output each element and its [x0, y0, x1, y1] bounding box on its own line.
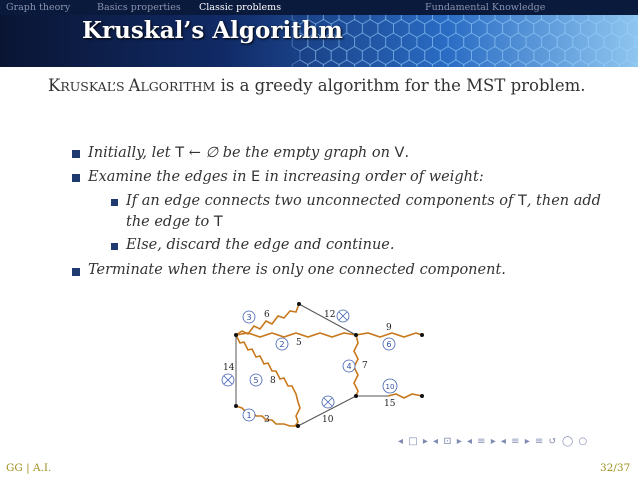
order-label: 10	[385, 383, 395, 391]
hexagon-tile	[627, 47, 638, 65]
order-label: 3	[246, 313, 252, 322]
hexagon-tile	[526, 15, 542, 24]
hexagon-tile	[542, 15, 558, 24]
hexagon-tile	[557, 60, 573, 67]
order-label: 2	[279, 340, 285, 349]
bullet-marker	[72, 150, 80, 158]
bullet-marker	[72, 268, 80, 276]
weight-label: 6	[264, 310, 270, 320]
hexagon-tile	[464, 15, 480, 24]
beamer-navigation-symbols[interactable]: ◂ □ ▸ ◂ ⊡ ▸ ◂ ≡ ▸ ◂ ≡ ▸ ≡ ↺ ◯ ○	[398, 436, 589, 447]
hexagon-tile	[495, 15, 511, 24]
hexagon-tile	[604, 60, 620, 67]
hexagon-tile	[386, 60, 402, 67]
hexagon-tile	[620, 60, 636, 67]
weight-label: 10	[322, 415, 334, 425]
b1-text-a: Initially, let	[88, 145, 176, 161]
hexagon-tile	[588, 15, 604, 24]
lead-rest: is a greedy algorithm for the MST problem.	[215, 76, 586, 95]
hexagon-tile	[370, 15, 386, 24]
hexagon-tile	[308, 60, 324, 67]
order-label: 6	[386, 340, 392, 349]
bullet-terminate: Terminate when there is only one connected component.	[88, 262, 506, 278]
nav-item-basics-properties[interactable]: Basics properties	[97, 2, 181, 13]
weight-label: 15	[384, 399, 396, 409]
edge-5	[236, 333, 356, 337]
edge-9	[356, 333, 422, 337]
hexagon-tile	[355, 15, 371, 24]
graph-vertex	[296, 424, 300, 428]
hexagon-tile	[433, 60, 449, 67]
weight-label: 3	[264, 415, 270, 425]
hexagon-tile	[495, 60, 511, 67]
s1-var-t: T	[517, 193, 527, 209]
hexagon-tile	[339, 60, 355, 67]
graph-vertex	[420, 394, 424, 398]
lead-ruskals: RUSKAL’S	[60, 79, 129, 94]
order-label: 1	[246, 411, 252, 420]
graph-vertex	[297, 302, 301, 306]
bullet-initially	[88, 145, 409, 161]
b2-var-e: E	[251, 169, 261, 185]
nav-item-classic-problems[interactable]: Classic problems	[199, 2, 282, 13]
hexagon-tile	[510, 15, 526, 24]
page-number: 32/37	[600, 462, 631, 474]
hexagon-tile	[510, 60, 526, 67]
footer-author: GG | A.I.	[6, 462, 52, 474]
b2-text-b: in increasing order of weight:	[260, 169, 484, 185]
order-label: 4	[346, 362, 352, 371]
sub-bullet-if-edge	[126, 193, 601, 209]
graph-vertex	[420, 333, 424, 337]
hexagon-tile	[627, 20, 638, 38]
graph-vertex	[234, 333, 238, 337]
s1-text-b: , then add	[526, 193, 601, 209]
hexagon-tile	[479, 15, 495, 24]
hexagon-tile	[417, 60, 433, 67]
s1-text-a: If an edge connects two unconnected components of	[126, 193, 518, 209]
b1-var-t: T	[175, 145, 185, 161]
nav-item-fundamental-knowledge[interactable]: Fundamental Knowledge	[425, 2, 546, 13]
hexagon-tile	[588, 60, 604, 67]
hexagon-tile	[355, 60, 371, 67]
hexagon-tile	[448, 60, 464, 67]
hexagon-tile	[401, 15, 417, 24]
hexagon-tile	[401, 60, 417, 67]
hexagon-tile	[573, 15, 589, 24]
b2-text-a: Examine the edges in	[88, 169, 252, 185]
lead-a: A	[128, 76, 141, 95]
lead-k: K	[48, 76, 61, 95]
hexagon-tile	[464, 60, 480, 67]
hexagon-tile	[604, 15, 620, 24]
sub-bullet-marker	[111, 199, 118, 206]
graph-vertex	[354, 333, 358, 337]
hexagon-tile	[433, 15, 449, 24]
bullet-examine	[88, 169, 484, 185]
hexagon-tile	[370, 60, 386, 67]
edge-15	[388, 394, 422, 398]
hexagon-tile	[292, 60, 308, 67]
sub-bullet-else: Else, discard the edge and continue.	[126, 237, 395, 253]
weight-label: 8	[270, 376, 276, 386]
graph-vertex	[354, 394, 358, 398]
sub-bullet-marker	[111, 243, 118, 250]
weight-label: 12	[324, 310, 336, 320]
sub-bullet-if-edge-cont	[126, 214, 223, 230]
b1-text-b: ← ∅ be the empty graph on	[184, 145, 395, 161]
weight-label: 7	[362, 361, 368, 371]
weight-label: 14	[223, 363, 235, 373]
order-label: 5	[253, 376, 259, 385]
hexagon-tile	[573, 60, 589, 67]
s1-var-t2: T	[213, 214, 223, 230]
title-banner	[0, 15, 638, 67]
kruskal-graph-figure	[218, 298, 438, 438]
top-nav-bar	[0, 0, 638, 15]
hexagon-tile	[386, 15, 402, 24]
nav-item-graph-theory[interactable]: Graph theory	[6, 2, 71, 13]
hexagon-tile	[323, 60, 339, 67]
hexagon-tile	[526, 60, 542, 67]
slide-title: Kruskal’s Algorithm	[82, 17, 343, 44]
footer-bar	[0, 458, 638, 479]
weight-label: 9	[386, 323, 392, 333]
hexagon-tile	[448, 15, 464, 24]
hexagon-tile	[557, 15, 573, 24]
b1-var-v: V	[394, 145, 405, 161]
hexagon-tile	[620, 15, 636, 24]
s1-text-c: the edge to	[126, 214, 214, 230]
hexagon-tile	[479, 60, 495, 67]
b1-text-c: .	[404, 145, 410, 161]
bullet-marker	[72, 174, 80, 182]
hexagon-tile	[417, 15, 433, 24]
lead-lgorithm: LGORITHM	[140, 79, 216, 94]
weight-label: 5	[296, 338, 302, 348]
lead-paragraph	[48, 74, 588, 98]
hexagon-tile	[542, 60, 558, 67]
graph-vertex	[234, 404, 238, 408]
